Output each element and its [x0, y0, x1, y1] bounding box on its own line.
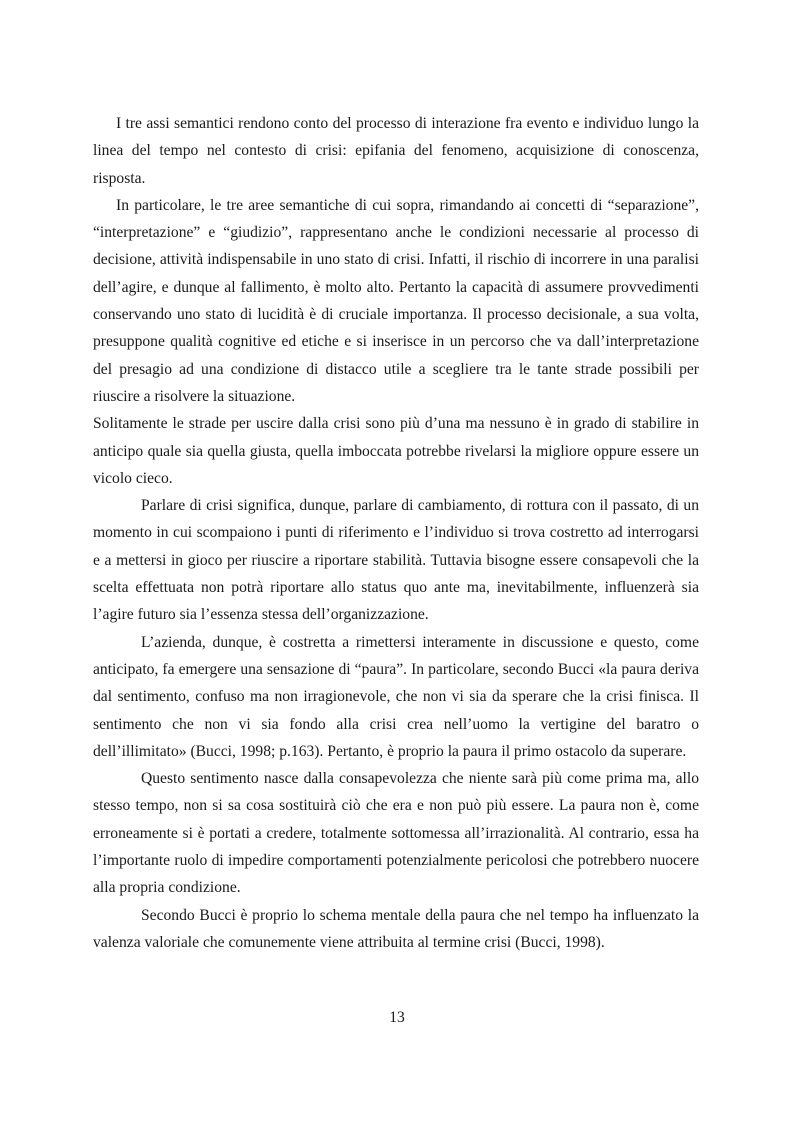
paragraph-4: Parlare di crisi significa, dunque, parlare di cambiamento, di rottura con il passato, di un momento in cui scompaiono i punti di riferimento e l’individuo si trova costretto ad interrogarsi e a mettersi in gioco per riuscire a riportare stabilità. Tuttavia bisogne essere consapevoli che la scelta effettuata non potrà riportare allo status quo ante ma, inevitabilmente, influenzerà sia l’agire futuro sia l’essenza stessa dell’organizzazione. — [93, 497, 699, 624]
paragraph-5: L’azienda, dunque, è costretta a rimettersi interamente in discussione e questo, come anticipato, fa emergere una sensazione di “paura”. In particolare, secondo Bucci «la paura deriva dal sentimento, confuso ma non irragionevole, che non vi sia da sperare che la crisi finisca. Il sentimento che non vi sia fondo alla crisi crea nell’uomo la vertigine del baratro o dell’illimitato» (Bucci, 1998; p.163). Pertanto, è proprio la paura il primo ostacolo da superare. — [93, 633, 699, 760]
paragraph-3: Solitamente le strade per uscire dalla crisi sono più d’una ma nessuno è in grado di stabilire in anticipo quale sia quella giusta, quella imboccata potrebbe rivelarsi la migliore oppure essere un vicolo cieco. — [93, 415, 699, 487]
paragraph-1: I tre assi semantici rendono conto del processo di interazione fra evento e individuo lungo la linea del tempo nel contesto di crisi: epifania del fenomeno, acquisizione di conoscenza, risposta. — [93, 115, 699, 187]
document-body — [93, 110, 699, 956]
paragraph-7: Secondo Bucci è proprio lo schema mentale della paura che nel tempo ha influenzato la valenza valoriale che comunemente viene attribuita al termine crisi (Bucci, 1998). — [93, 906, 699, 951]
paragraph-2: In particolare, le tre aree semantiche di cui sopra, rimandando ai concetti di “separazione”, “interpretazione” e “giudizio”, rappresentano anche le condizioni necessarie al processo di decisione, attività indispensabile in uno stato di crisi. Infatti, il rischio di incorrere in una paralisi dell’agire, e dunque al fallimento, è molto alto. Pertanto la capacità di assumere provvedimenti conservando uno stato di lucidità è di cruciale importanza. Il processo decisionale, a sua volta, presuppone qualità cognitive ed etiche e si inserisce in un percorso che va dall’interpretazione del presagio ad una condizione di distacco utile a scegliere tra le tante strade possibili per riuscire a risolvere la situazione. — [93, 196, 699, 405]
paragraph-6: Questo sentimento nasce dalla consapevolezza che niente sarà più come prima ma, allo stesso tempo, non si sa cosa sostituirà ciò che era e non può più essere. La paura non è, come erroneamente si è portati a credere, totalmente sottomessa all’irrazionalità. Al contrario, essa ha l’importante ruolo di impedire comportamenti potenzialmente pericolosi che potrebbero nuocere alla propria condizione. — [93, 770, 699, 897]
page-number: 13 — [389, 1009, 405, 1026]
